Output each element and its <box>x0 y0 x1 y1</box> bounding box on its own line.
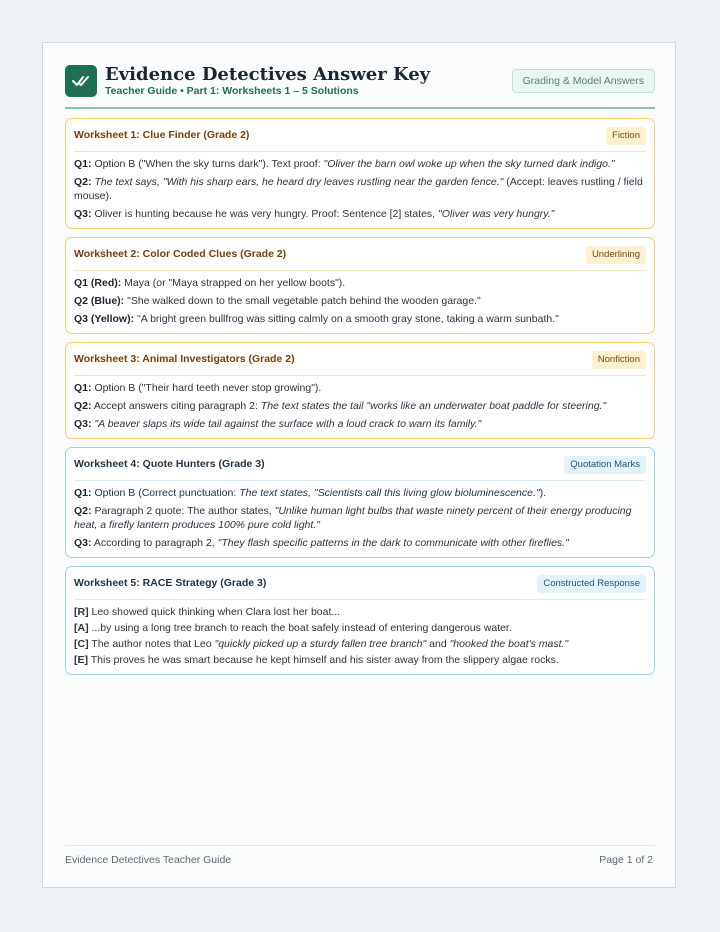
answer-line <box>74 312 646 326</box>
worksheet-title: Worksheet 3: Animal Investigators (Grade 2) <box>74 353 295 365</box>
worksheet-card-header <box>74 343 646 376</box>
answer-quote: "hooked the boat's mast." <box>449 638 569 650</box>
answer-text: According to paragraph 2, <box>93 537 218 549</box>
answer-line <box>74 504 646 532</box>
worksheet-card-2 <box>65 237 655 334</box>
answer-quote: "They flash specific patterns in the dark to communicate with other fireflies." <box>217 537 569 549</box>
worksheet-card-header <box>74 238 646 271</box>
answer-text: Paragraph 2 quote: The author states, <box>94 505 275 517</box>
race-line <box>74 637 646 651</box>
race-label: [R] <box>74 606 89 618</box>
answer-line <box>74 294 646 308</box>
question-label: Q2: <box>74 400 92 412</box>
answer-text: ). <box>539 487 547 499</box>
worksheet-card-1 <box>65 118 655 229</box>
answer-line <box>74 157 646 171</box>
worksheet-card-header <box>74 448 646 481</box>
question-label: Q2: <box>74 176 92 188</box>
worksheet-title: Worksheet 2: Color Coded Clues (Grade 2) <box>74 248 287 260</box>
worksheet-title: Worksheet 1: Clue Finder (Grade 2) <box>74 129 250 141</box>
question-label: Q2 (Blue): <box>74 295 125 307</box>
answer-text: ...by using a long tree branch to reach the boat safely instead of entering dangerous water. <box>88 622 512 634</box>
answer-text: (Accept: leaves rustling / field mouse). <box>74 176 643 202</box>
question-label: Q1: <box>74 487 92 499</box>
question-label: Q1: <box>74 382 92 394</box>
answer-text: Option B (Correct punctuation: <box>94 487 240 499</box>
race-line <box>74 605 646 619</box>
answer-quote: "Unlike human light bulbs that waste ninety percent of their energy producing heat, a firefly lantern produces 100% pure cold light." <box>74 505 632 531</box>
page-number: Page 1 of 2 <box>599 854 653 866</box>
genre-tag: Fiction <box>606 127 646 145</box>
question-label: Q1: <box>74 158 92 170</box>
answer-text: Maya (or "Maya strapped on her yellow boots"). <box>124 277 346 289</box>
worksheet-card-header <box>74 567 646 600</box>
page-header <box>65 65 655 109</box>
answer-text: "A bright green bullfrog was sitting calmly on a smooth gray stone, taking a warm sunbath." <box>137 313 559 325</box>
page-subtitle: Teacher Guide • Part 1: Worksheets 1 – 5 Solutions <box>105 85 359 97</box>
answer-line <box>74 399 646 413</box>
question-label: Q3 (Yellow): <box>74 313 135 325</box>
double-check-icon <box>72 74 90 88</box>
worksheet-card-header <box>74 119 646 152</box>
answer-key-page <box>42 42 676 888</box>
answer-quote: "Oliver the barn owl woke up when the sky turned dark indigo." <box>323 158 615 170</box>
worksheet-card-5 <box>65 566 655 675</box>
answer-text: and <box>426 638 450 650</box>
grading-badge: Grading & Model Answers <box>512 69 655 93</box>
worksheet-card-3 <box>65 342 655 439</box>
question-label: Q1 (Red): <box>74 277 122 289</box>
question-label: Q3: <box>74 208 92 220</box>
answer-text: "She walked down to the small vegetable patch behind the wooden garage." <box>127 295 481 307</box>
worksheet-title: Worksheet 4: Quote Hunters (Grade 3) <box>74 458 265 470</box>
footer-divider <box>65 845 655 846</box>
answer-text: This proves he was smart because he kept himself and his sister away from the slippery algae rocks. <box>88 654 559 666</box>
skill-tag: Underlining <box>586 246 646 264</box>
page-title: Evidence Detectives Answer Key <box>105 64 431 85</box>
question-label: Q3: <box>74 418 92 430</box>
answer-text: Leo showed quick thinking when Clara lost her boat... <box>88 606 341 618</box>
answer-line <box>74 381 646 395</box>
worksheet-card-4 <box>65 447 655 558</box>
race-line <box>74 653 646 667</box>
skill-tag: Quotation Marks <box>564 456 646 474</box>
skill-tag: Constructed Response <box>537 575 646 593</box>
answer-text: Accept answers citing paragraph 2: <box>93 400 261 412</box>
answer-quote: The text states the tail "works like an underwater boat paddle for steering." <box>260 400 607 412</box>
answer-quote: "Oliver was very hungry." <box>438 208 555 220</box>
worksheet-title: Worksheet 5: RACE Strategy (Grade 3) <box>74 577 267 589</box>
answer-text: Oliver is hunting because he was very hungry. Proof: Sentence [2] states, <box>94 208 439 220</box>
race-line <box>74 621 646 635</box>
genre-tag: Nonfiction <box>592 351 646 369</box>
question-label: Q3: <box>74 537 92 549</box>
answer-text: Option B ("When the sky turns dark"). Text proof: <box>94 158 324 170</box>
answer-line <box>74 417 646 431</box>
race-label: [A] <box>74 622 89 634</box>
answer-quote: The text states, "Scientists call this living glow bioluminescence." <box>239 487 540 499</box>
answer-text: Option B ("Their hard teeth never stop growing"). <box>94 382 322 394</box>
answer-line <box>74 175 646 203</box>
answer-line <box>74 276 646 290</box>
answer-quote: "quickly picked up a sturdy fallen tree branch" <box>214 638 427 650</box>
answer-line <box>74 486 646 500</box>
answer-line <box>74 536 646 550</box>
logo-badge <box>65 65 97 97</box>
answer-line <box>74 207 646 221</box>
race-label: [E] <box>74 654 88 666</box>
answer-text: The author notes that Leo <box>88 638 215 650</box>
footer-guide-name: Evidence Detectives Teacher Guide <box>65 854 232 866</box>
answer-quote: The text says, "With his sharp ears, he heard dry leaves rustling near the garden fence." <box>94 176 504 188</box>
question-label: Q2: <box>74 505 92 517</box>
answer-quote: "A beaver slaps its wide tail against the surface with a loud crack to warn its family." <box>94 418 482 430</box>
race-label: [C] <box>74 638 89 650</box>
